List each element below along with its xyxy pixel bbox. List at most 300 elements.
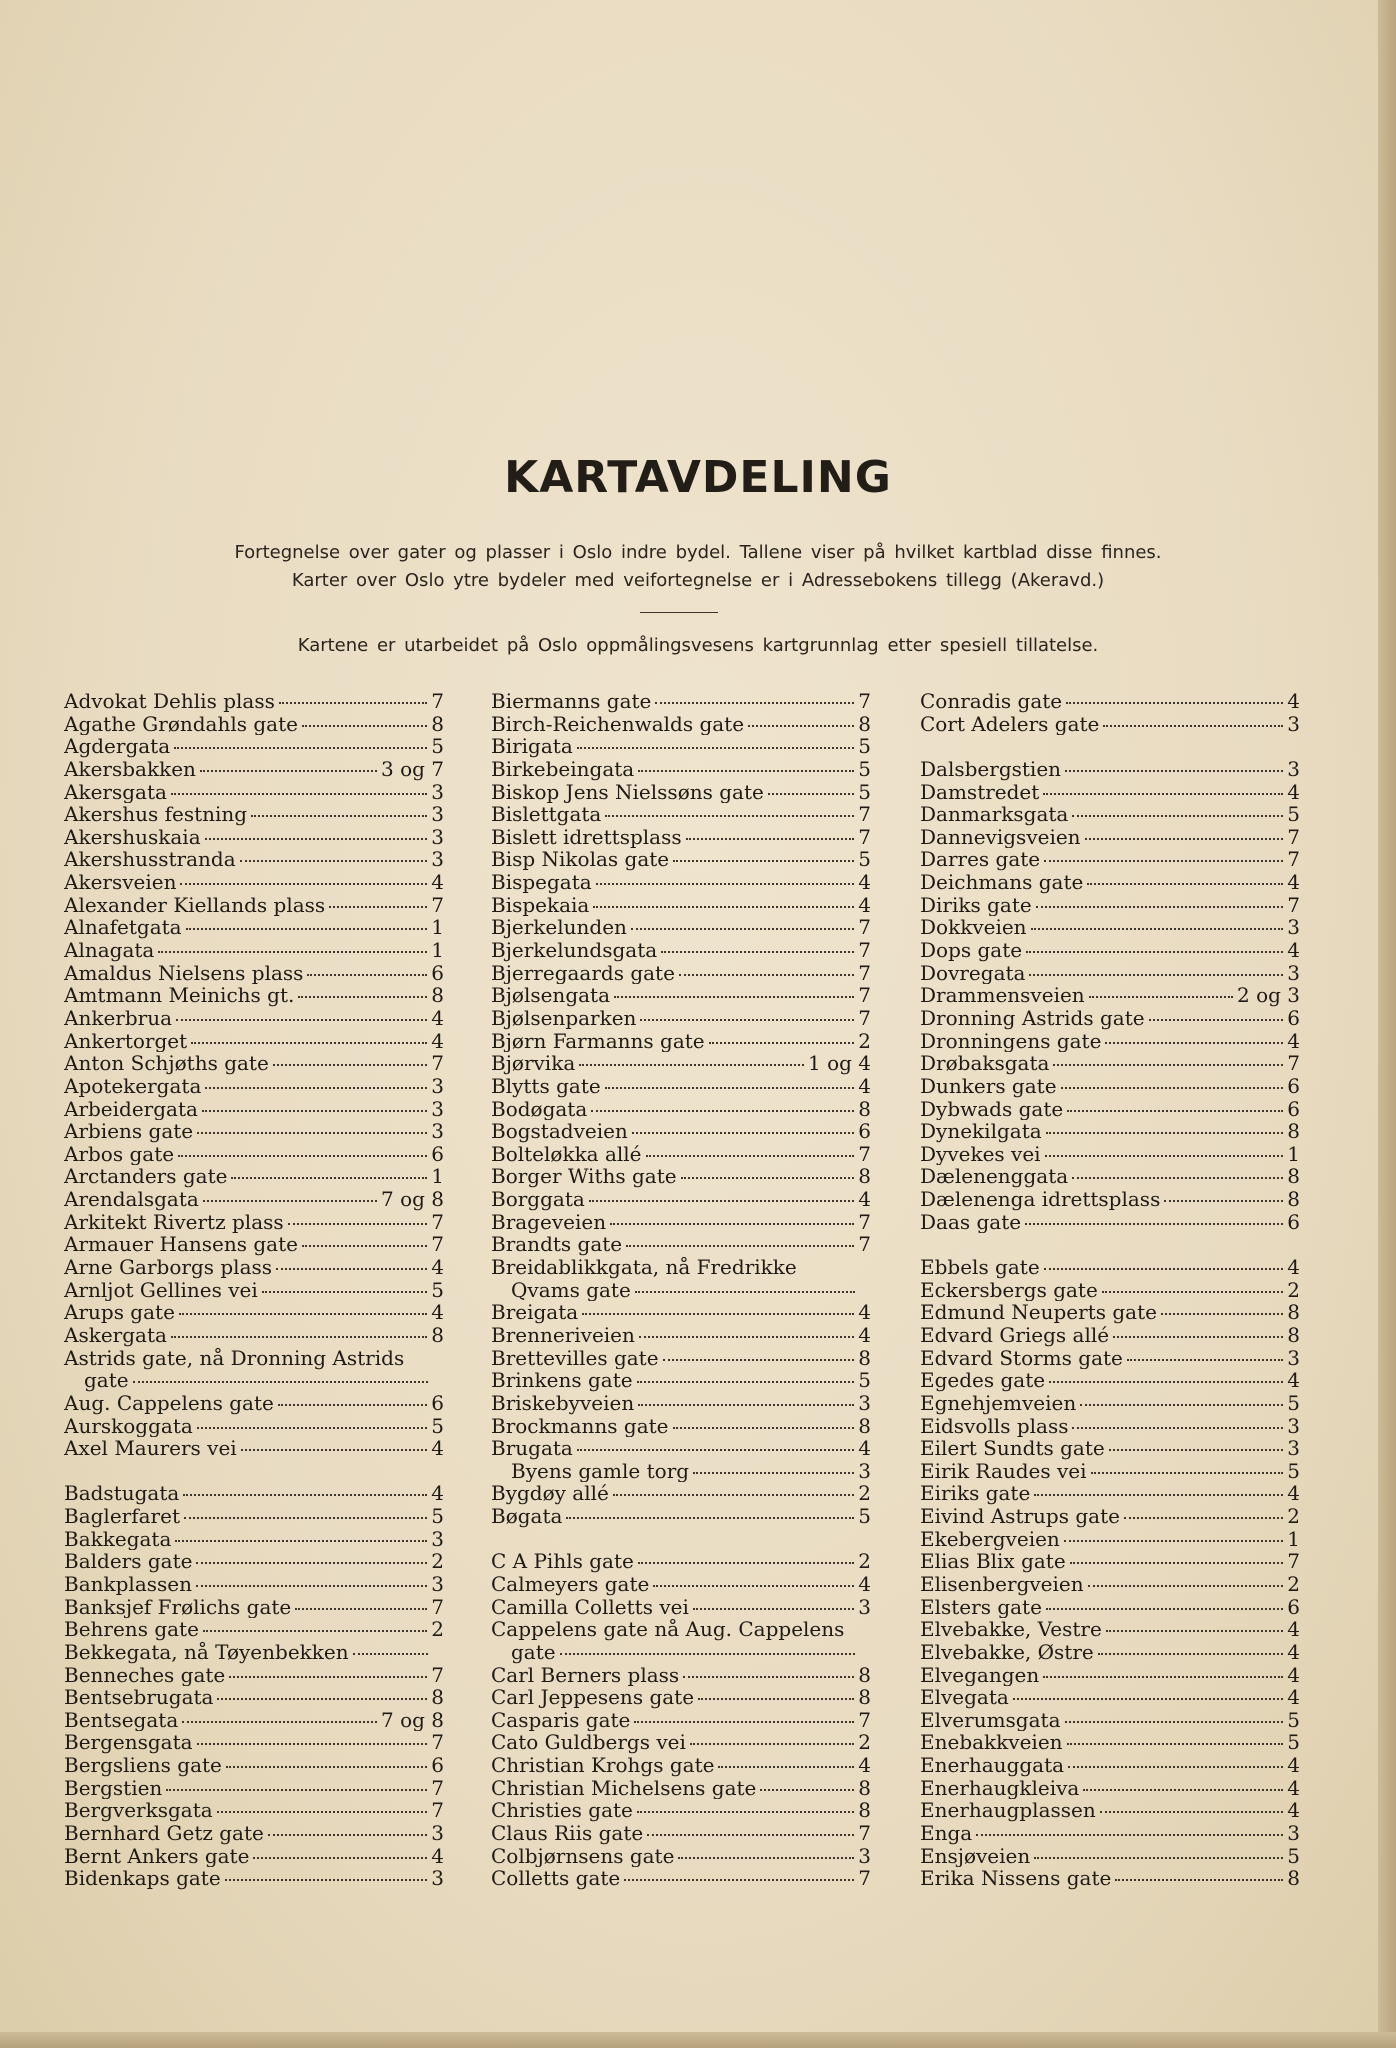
map-sheet-number: 1 — [1287, 1142, 1300, 1166]
street-name: Breigata — [491, 1301, 579, 1324]
street-name: Eckersbergs gate — [920, 1278, 1098, 1302]
map-sheet-number: 4 — [1287, 939, 1300, 962]
index-entry — [64, 1822, 444, 1845]
index-entry — [920, 1777, 1300, 1800]
map-sheet-number: 6 — [1287, 1006, 1300, 1030]
index-entry — [64, 1437, 444, 1460]
index-entry — [920, 1822, 1300, 1845]
index-entry — [64, 1528, 444, 1551]
dot-leader — [179, 1313, 427, 1315]
index-entry — [920, 1007, 1300, 1030]
index-entry — [491, 848, 871, 871]
street-name: Akershusstranda — [64, 848, 236, 872]
intro-line-3: Kartene er utarbeidet på Oslo oppmålingsvesens kartgrunnlag etter spesiell tillatelse. — [297, 635, 1099, 656]
map-sheet-number: 7 — [858, 690, 871, 713]
dot-leader — [640, 1019, 854, 1021]
index-entry — [64, 1165, 444, 1188]
dot-leader — [1100, 1811, 1284, 1813]
dot-leader — [686, 838, 855, 840]
dot-leader — [1025, 1223, 1283, 1225]
street-name: Bjølsenparken — [491, 1006, 637, 1030]
dot-leader — [690, 1743, 854, 1745]
dot-leader — [276, 1268, 427, 1270]
map-sheet-number: 7 og 8 — [380, 1708, 444, 1732]
dot-leader — [1072, 1427, 1283, 1429]
index-entry — [920, 1528, 1300, 1551]
map-sheet-number: 4 — [1287, 1799, 1300, 1823]
map-sheet-number: 5 — [858, 1369, 871, 1392]
index-entry — [491, 713, 871, 736]
dot-leader — [653, 1585, 854, 1587]
street-name: Akersgata — [64, 780, 167, 804]
street-name: Eirik Raudes vei — [920, 1459, 1087, 1483]
street-name: Enerhaugplassen — [920, 1799, 1096, 1823]
street-name: Bjørn Farmanns gate — [491, 1029, 705, 1053]
dot-leader — [1072, 815, 1283, 817]
index-entry — [491, 1596, 871, 1619]
index-entry — [491, 1754, 871, 1777]
dot-leader — [1105, 1042, 1283, 1044]
street-name: Edmund Neuperts gate — [920, 1301, 1157, 1324]
index-entry — [920, 1369, 1300, 1392]
dot-leader — [1083, 1789, 1283, 1791]
map-sheet-number: 7 — [431, 1663, 444, 1687]
dot-leader — [197, 1427, 427, 1429]
street-name: Enerhauggata — [920, 1754, 1065, 1777]
dot-leader — [1091, 1472, 1284, 1474]
street-name: Alnagata — [64, 939, 155, 962]
map-sheet-number: 3 — [858, 1595, 871, 1619]
index-entry — [920, 1754, 1300, 1777]
street-name: Dannevigsveien — [920, 825, 1081, 849]
dot-leader — [635, 1291, 855, 1293]
index-entry — [920, 939, 1300, 962]
map-sheet-number: 5 — [431, 1414, 444, 1438]
street-name: Elsters gate — [920, 1595, 1042, 1619]
dot-leader — [166, 1789, 427, 1791]
divider-rule — [640, 612, 718, 613]
index-entry — [491, 1664, 871, 1687]
dot-leader — [613, 1494, 854, 1496]
intro-line-1: Fortegnelse over gater og plasser i Oslo indre bydel. Tallene viser på hvilket kartblad disse finnes. — [234, 542, 1162, 563]
index-entry — [920, 1256, 1300, 1279]
map-sheet-number: 5 — [1287, 1844, 1300, 1868]
dot-leader — [1046, 1132, 1284, 1134]
dot-leader — [231, 1177, 427, 1179]
index-entry — [491, 962, 871, 985]
dot-leader — [632, 1132, 854, 1134]
street-name: Bislett idrettsplass — [491, 825, 682, 849]
dot-leader — [217, 1698, 427, 1700]
map-sheet-number: 2 — [858, 1029, 871, 1053]
index-entry — [491, 826, 871, 849]
street-name: Edvard Storms gate — [920, 1346, 1123, 1370]
map-sheet-number: 3 — [431, 1074, 444, 1098]
dot-leader — [262, 1291, 427, 1293]
street-name: Arbiens gate — [64, 1120, 194, 1143]
map-sheet-number: 3 — [431, 1527, 444, 1551]
street-name: Briskebyveien — [491, 1391, 635, 1415]
index-entry — [920, 1392, 1300, 1415]
dot-leader — [183, 1494, 427, 1496]
index-entry — [64, 1709, 444, 1732]
street-name: Bergstien — [64, 1776, 163, 1800]
map-sheet-number: 7 — [1287, 825, 1300, 849]
map-sheet-number: 7 og 8 — [380, 1188, 444, 1211]
dot-leader — [1046, 1608, 1283, 1610]
dot-leader — [202, 1110, 427, 1112]
index-entry — [491, 1143, 871, 1166]
index-entry — [920, 1279, 1300, 1302]
street-name: Darres gate — [920, 848, 1041, 872]
map-sheet-number: 4 — [858, 1323, 871, 1347]
index-entry — [491, 1505, 871, 1528]
dot-leader — [1031, 928, 1284, 930]
dot-leader — [1113, 1336, 1283, 1338]
street-name: Bolteløkka allé — [491, 1142, 642, 1166]
street-name: Bogstadveien — [491, 1120, 628, 1143]
street-name: Ankertorget — [64, 1029, 188, 1053]
street-name: Cato Guldbergs vei — [491, 1731, 686, 1755]
dot-leader — [577, 1449, 854, 1451]
dot-leader — [1065, 1721, 1284, 1723]
map-sheet-number: 5 — [431, 1505, 444, 1528]
dot-leader — [663, 1359, 855, 1361]
street-name: Ebbels gate — [920, 1256, 1040, 1279]
index-entry — [491, 1686, 871, 1709]
index-entry — [920, 1415, 1300, 1438]
map-sheet-number: 4 — [1287, 690, 1300, 713]
dot-leader — [748, 725, 854, 727]
index-entry — [64, 1686, 444, 1709]
dot-leader — [589, 1200, 854, 1202]
map-sheet-number: 7 — [858, 1142, 871, 1166]
dot-leader — [217, 1811, 428, 1813]
street-name: Baglerfaret — [64, 1505, 180, 1528]
map-sheet-number: 6 — [431, 1754, 444, 1777]
dot-leader — [638, 770, 854, 772]
index-entry — [491, 1347, 871, 1370]
dot-leader — [693, 1472, 854, 1474]
index-entry — [920, 1301, 1300, 1324]
index-entry — [491, 1369, 871, 1392]
street-name: Damstredet — [920, 780, 1040, 804]
index-entry — [64, 1392, 444, 1415]
dot-leader — [681, 1177, 855, 1179]
street-name: Carl Jeppesens gate — [491, 1686, 695, 1709]
map-sheet-number: 7 — [431, 1210, 444, 1234]
index-column-1 — [64, 690, 444, 1890]
dot-leader — [626, 1245, 854, 1247]
map-sheet-number: 4 — [431, 1844, 444, 1868]
map-sheet-number: 7 — [431, 1233, 444, 1257]
index-entry — [491, 803, 871, 826]
map-sheet-number: 4 — [1287, 1640, 1300, 1664]
dot-leader — [560, 1653, 855, 1655]
street-name: Akershus festning — [64, 803, 248, 826]
street-name: Elverumsgata — [920, 1708, 1061, 1732]
map-sheet-number: 4 — [431, 871, 444, 894]
index-entry — [920, 1664, 1300, 1687]
street-name: Camilla Colletts vei — [491, 1595, 689, 1619]
street-name: Bislettgata — [491, 803, 602, 826]
street-name: Banksjef Frølichs gate — [64, 1595, 292, 1619]
street-name: Badstugata — [64, 1482, 180, 1506]
dot-leader — [200, 770, 377, 772]
dot-leader — [1043, 793, 1283, 795]
index-entry — [64, 871, 444, 894]
index-entry — [491, 1867, 871, 1890]
index-entry — [920, 1098, 1300, 1121]
index-entry — [920, 1347, 1300, 1370]
map-sheet-number: 4 — [1287, 1686, 1300, 1709]
dot-leader — [1043, 1676, 1283, 1678]
map-sheet-number: 7 — [858, 1822, 871, 1845]
street-name: Byens gamle torg — [511, 1459, 690, 1483]
index-entry — [920, 894, 1300, 917]
street-name: Drammensveien — [920, 984, 1085, 1007]
index-entry — [920, 1437, 1300, 1460]
index-entry — [491, 1120, 871, 1143]
map-sheet-number: 2 — [858, 1482, 871, 1506]
map-sheet-number: 1 — [431, 916, 444, 940]
street-name: Brettevilles gate — [491, 1346, 659, 1370]
map-sheet-number: 3 og 7 — [380, 757, 444, 781]
index-entry — [64, 962, 444, 985]
dot-leader — [197, 1132, 427, 1134]
index-entry — [491, 1392, 871, 1415]
street-name: Colbjørnsens gate — [491, 1844, 675, 1868]
map-sheet-number: 2 — [1287, 1572, 1300, 1596]
map-sheet-number: 2 — [1287, 1278, 1300, 1302]
intro-line-2: Karter over Oslo ytre bydeler med veifortegnelse er i Adressebokens tillegg (Akeravd.) — [291, 570, 1105, 591]
index-entry — [491, 781, 871, 804]
index-entry — [491, 1777, 871, 1800]
street-name: Dyvekes vei — [920, 1142, 1041, 1166]
street-name: Elias Blix gate — [920, 1550, 1066, 1573]
map-sheet-number: 4 — [431, 1482, 444, 1506]
index-entry — [920, 758, 1300, 781]
street-name: Ekebergveien — [920, 1527, 1060, 1551]
dot-leader — [1026, 951, 1283, 953]
street-name: Agdergata — [64, 735, 171, 758]
street-name: Benneches gate — [64, 1663, 226, 1687]
index-entry — [64, 1641, 444, 1664]
dot-leader — [566, 1517, 854, 1519]
index-entry — [920, 1505, 1300, 1528]
index-entry — [64, 1007, 444, 1030]
index-entry — [491, 1641, 871, 1664]
street-name: Axel Maurers vei — [64, 1437, 237, 1460]
dot-leader — [1098, 1653, 1284, 1655]
dot-leader — [634, 1721, 854, 1723]
map-sheet-number: 5 — [858, 780, 871, 804]
dot-leader — [302, 725, 427, 727]
map-sheet-number: 4 — [858, 1754, 871, 1777]
index-entry — [920, 1731, 1300, 1754]
map-sheet-number: 5 — [858, 1505, 871, 1528]
map-sheet-number: 6 — [431, 961, 444, 985]
street-name: Bidenkaps gate — [64, 1867, 221, 1890]
map-sheet-number: 4 — [858, 1437, 871, 1460]
dot-leader — [240, 860, 428, 862]
index-entry — [920, 1550, 1300, 1573]
map-sheet-number: 7 — [1287, 1052, 1300, 1075]
street-name: Anton Schjøths gate — [64, 1052, 269, 1075]
map-sheet-number: 8 — [1287, 1323, 1300, 1347]
street-name: Balders gate — [64, 1550, 193, 1573]
index-entry-wrapped: Cappelens gate nå Aug. Cappelens — [491, 1617, 845, 1642]
street-name: Aug. Cappelens gate — [64, 1391, 274, 1415]
index-entry — [491, 894, 871, 917]
street-name: Dronning Astrids gate — [920, 1006, 1145, 1030]
street-name: Bisp Nikolas gate — [491, 848, 670, 872]
index-entry — [64, 1731, 444, 1754]
index-entry — [920, 803, 1300, 826]
map-sheet-number: 7 — [858, 825, 871, 849]
street-name: Elvegata — [920, 1686, 1009, 1709]
street-name: Akersbakken — [64, 757, 196, 781]
index-entry — [64, 1030, 444, 1053]
index-entry — [491, 1279, 871, 1302]
map-sheet-number: 4 — [858, 1572, 871, 1596]
street-name: Bygdøy allé — [491, 1482, 609, 1506]
street-name: Akersveien — [64, 871, 177, 894]
index-entry — [64, 1098, 444, 1121]
street-name: Dokkveien — [920, 916, 1027, 940]
index-entry — [64, 916, 444, 939]
dot-leader — [174, 747, 427, 749]
dot-leader — [624, 1879, 854, 1881]
dot-leader — [229, 1676, 427, 1678]
index-entry — [64, 1505, 444, 1528]
map-sheet-number: 7 — [858, 961, 871, 985]
street-name: Elvebakke, Vestre — [920, 1618, 1102, 1641]
index-entry — [64, 1369, 444, 1392]
map-sheet-number: 4 — [858, 1188, 871, 1211]
index-entry-wrapped: Breidablikkgata, nå Fredrikke — [491, 1255, 797, 1280]
street-name: Amaldus Nielsens plass — [64, 961, 304, 985]
map-sheet-number: 7 — [431, 1799, 444, 1823]
map-sheet-number: 5 — [1287, 1391, 1300, 1415]
index-entry — [64, 848, 444, 871]
street-name: Erika Nissens gate — [920, 1867, 1112, 1890]
index-entry — [491, 984, 871, 1007]
dot-leader — [673, 1427, 855, 1429]
street-name: Dronningens gate — [920, 1029, 1102, 1053]
dot-leader — [1088, 1585, 1284, 1587]
street-name: Borggata — [491, 1188, 585, 1211]
map-sheet-number: 2 — [858, 1731, 871, 1755]
map-sheet-number: 1 og 4 — [807, 1052, 871, 1075]
street-name: Eilert Sundts gate — [920, 1437, 1105, 1460]
street-name: gate — [84, 1369, 129, 1392]
map-sheet-number: 6 — [1287, 1210, 1300, 1234]
street-name: Elvegangen — [920, 1663, 1040, 1687]
dot-leader — [593, 906, 854, 908]
map-sheet-number: 8 — [1287, 1867, 1300, 1890]
map-sheet-number: 3 — [431, 1572, 444, 1596]
dot-leader — [1029, 974, 1283, 976]
map-sheet-number: 4 — [858, 871, 871, 894]
index-entry — [491, 1822, 871, 1845]
index-entry — [920, 962, 1300, 985]
map-sheet-number: 4 — [1287, 1369, 1300, 1392]
map-sheet-number: 8 — [858, 1686, 871, 1709]
dot-leader — [661, 951, 854, 953]
index-column-3 — [920, 690, 1300, 1890]
index-entry — [920, 871, 1300, 894]
dot-leader — [605, 815, 854, 817]
index-entry — [64, 1052, 444, 1075]
index-entry — [491, 1030, 871, 1053]
street-name: Bispegata — [491, 871, 592, 894]
street-name: Enerhaugkleiva — [920, 1776, 1080, 1800]
street-name: Dynekilgata — [920, 1120, 1042, 1143]
map-sheet-number: 4 — [1287, 1482, 1300, 1506]
street-name: Bjørvika — [491, 1052, 576, 1075]
dot-leader — [1044, 1268, 1284, 1270]
index-entry — [64, 735, 444, 758]
dot-leader — [1109, 1449, 1284, 1451]
map-sheet-number: 8 — [858, 1165, 871, 1189]
map-sheet-number: 8 — [431, 984, 444, 1007]
index-entry — [64, 1754, 444, 1777]
index-entry — [491, 1165, 871, 1188]
street-name: Arnljot Gellines vei — [64, 1278, 258, 1302]
street-name: Alexander Kiellands plass — [64, 893, 326, 917]
map-sheet-number: 4 — [1287, 1029, 1300, 1053]
street-name: Askergata — [64, 1323, 167, 1347]
index-entry — [64, 690, 444, 713]
index-entry — [64, 1618, 444, 1641]
map-sheet-number: 7 — [1287, 893, 1300, 917]
dot-leader — [679, 974, 854, 976]
street-name: Bispekaia — [491, 893, 590, 917]
dot-leader — [205, 838, 428, 840]
dot-leader — [1149, 1019, 1284, 1021]
index-entry — [491, 1188, 871, 1211]
index-entry — [920, 916, 1300, 939]
index-entry — [64, 713, 444, 736]
map-sheet-number: 4 — [1287, 871, 1300, 894]
dot-leader — [205, 1087, 427, 1089]
index-entry — [64, 1482, 444, 1505]
index-entry — [920, 1709, 1300, 1732]
map-sheet-number: 4 — [1287, 1663, 1300, 1687]
section-gap — [920, 735, 1300, 758]
index-entry — [64, 1596, 444, 1619]
map-sheet-number: 6 — [858, 1120, 871, 1143]
dot-leader — [176, 1019, 427, 1021]
index-entry — [64, 1120, 444, 1143]
dot-leader — [637, 1811, 854, 1813]
street-name: Claus Riis gate — [491, 1822, 644, 1845]
dot-leader — [646, 1155, 855, 1157]
dot-leader — [203, 1200, 377, 1202]
map-sheet-number: 3 — [1287, 757, 1300, 781]
index-entry — [64, 1415, 444, 1438]
map-sheet-number: 7 — [858, 1006, 871, 1030]
street-name: Dælenenga idrettsplass — [920, 1188, 1161, 1211]
street-name: Bjerkelunden — [491, 916, 627, 940]
dot-leader — [1080, 1404, 1283, 1406]
map-sheet-number: 5 — [1287, 803, 1300, 826]
index-entry — [64, 1301, 444, 1324]
index-entry — [64, 1279, 444, 1302]
map-sheet-number: 7 — [431, 1776, 444, 1800]
index-entry-wrapped: Astrids gate, nå Dronning Astrids — [64, 1345, 405, 1370]
